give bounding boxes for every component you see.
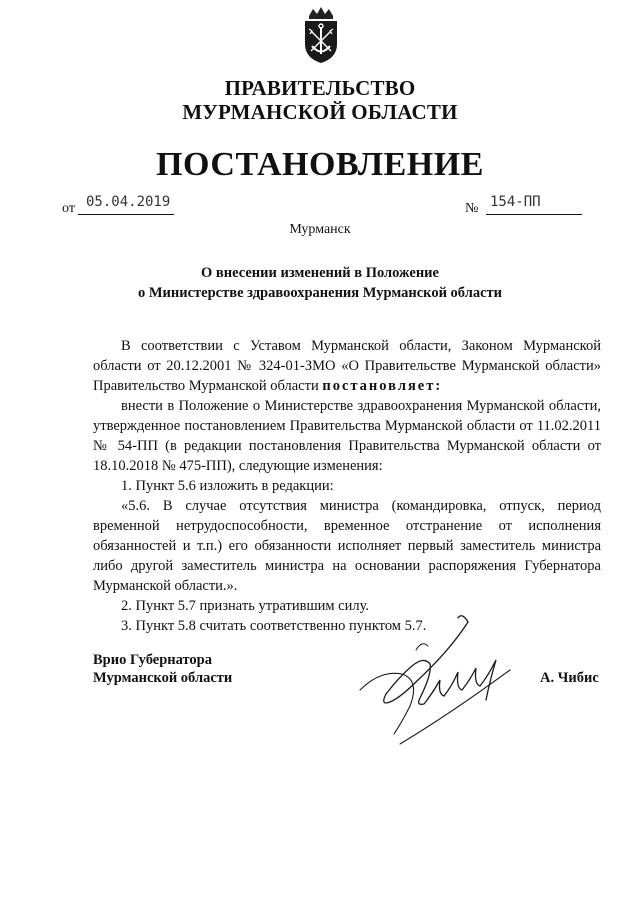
date-label: от [62, 201, 75, 216]
subject-line2: о Министерстве здравоохранения Мурманской области [138, 285, 502, 301]
signatory-title-line2: Мурманской области [93, 670, 233, 686]
body-paragraph-quote: «5.6. В случае отсутствия министра (командировка, отпуск, период временной нетрудоспособности, временное отстранение от исполнения обязанностей и т.п.) его обязанности исполняет первый заместитель министра либо другой заместитель министра на основании распоряжения Губернатора Мурманской области.». [93, 498, 601, 594]
body-paragraph-item2: 2. Пункт 5.7 признать утратившим силу. [121, 598, 370, 614]
body-paragraph-item1: 1. Пункт 5.6 изложить в редакции: [121, 478, 334, 494]
subject-line1: О внесении изменений в Положение [201, 265, 439, 281]
header-government-line1: ПРАВИТЕЛЬСТВО [224, 76, 416, 100]
body-paragraph-item3: 3. Пункт 5.8 считать соответственно пунктом 5.7. [121, 618, 427, 634]
body-paragraph-preamble [93, 336, 601, 396]
signatory-name: А. Чибис [540, 670, 599, 686]
signatory-title-line1: Врио Губернатора [93, 652, 212, 668]
document-type-title: ПОСТАНОВЛЕНИЕ [156, 146, 484, 183]
coat-of-arms-emblem [300, 6, 342, 64]
handwritten-signature [340, 610, 540, 750]
number-label: № [465, 201, 479, 216]
preamble-text: В соответствии с Уставом Мурманской области, Законом Мурманской области от 20.12.2001 № 324-01-ЗМО «О Правительстве Мурманской области» Правительство Мурманской области [93, 338, 601, 394]
body-paragraph-amendment: внести в Положение о Министерстве здравоохранения Мурманской области, утвержденное постановлением Правительства Мурманской области от 11.02.2011 № 54-ПП (в редакции постановления Правительства Мурманской области от 18.10.2018 № 475-ПП), следующие изменения: [93, 398, 601, 474]
document-number: 154-ПП [490, 194, 541, 210]
resolves-emphasis: постановляет: [322, 378, 443, 394]
document-body [93, 336, 601, 636]
header-government-line2: МУРМАНСКОЙ ОБЛАСТИ [182, 100, 458, 124]
city-name: Мурманск [289, 222, 351, 237]
document-date: 05.04.2019 [86, 194, 171, 210]
